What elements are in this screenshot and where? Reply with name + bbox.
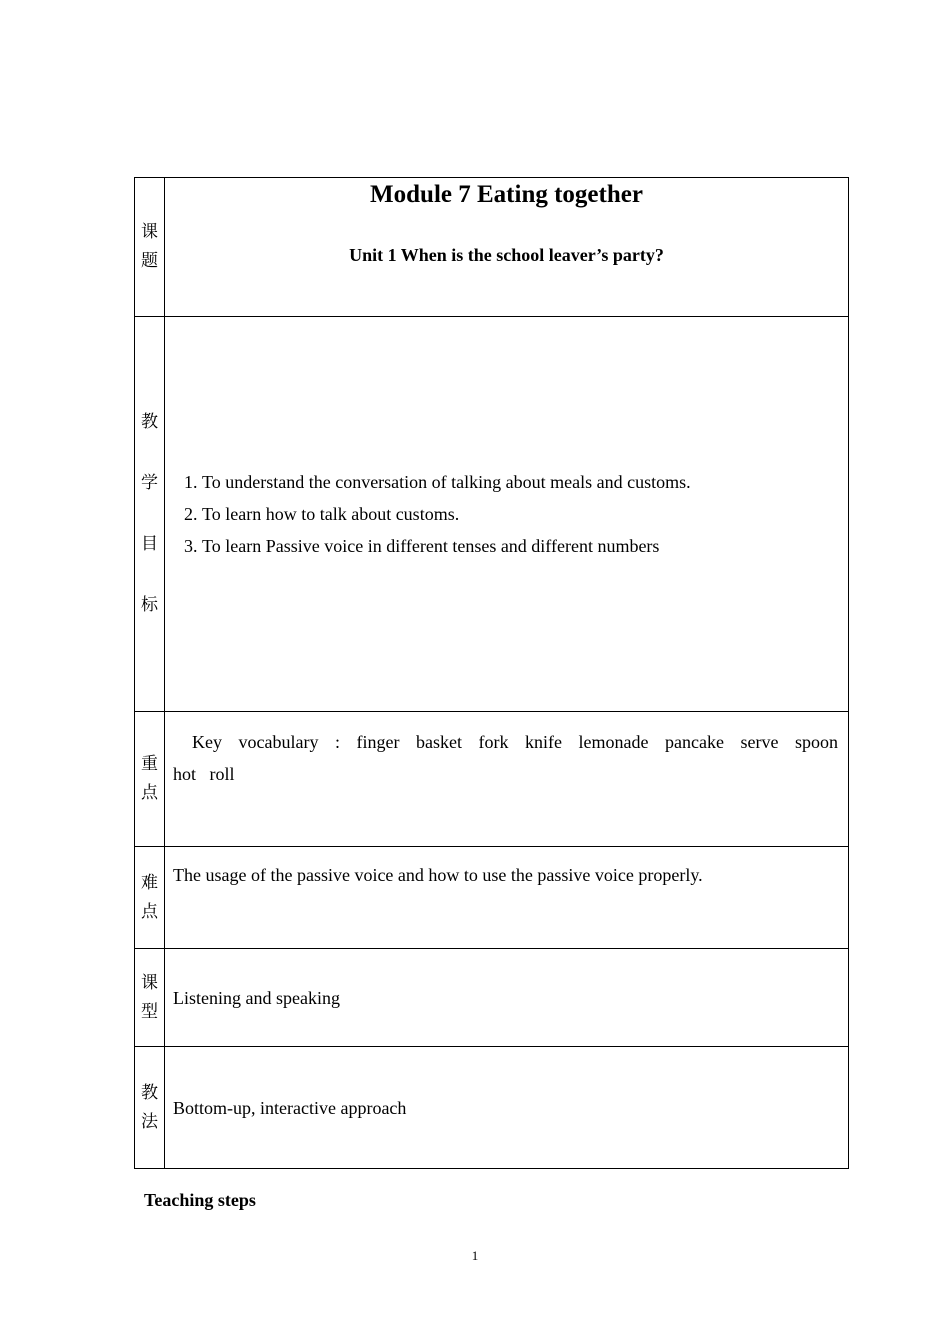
page-number: 1 xyxy=(471,1248,479,1263)
list-item: 3. To learn Passive voice in different tenses and different numbers xyxy=(202,530,848,562)
list-item: 2. To learn how to talk about customs. xyxy=(202,498,848,530)
key-points-label: 重 点 xyxy=(135,712,165,847)
objectives-row xyxy=(135,317,849,712)
method-row xyxy=(135,1047,849,1169)
lesson-type-row xyxy=(135,949,849,1047)
lesson-type-label: 课 型 xyxy=(135,949,165,1047)
difficulties-label: 难 点 xyxy=(135,847,165,949)
difficulties-text: The usage of the passive voice and how to use the passive voice properly. xyxy=(173,865,703,885)
key-points-cell xyxy=(165,712,849,847)
teaching-steps-heading: Teaching steps xyxy=(144,1190,256,1210)
topic-label: 课 题 xyxy=(135,178,165,317)
list-item: 1. To understand the conversation of talking about meals and customs. xyxy=(202,466,848,498)
title-cell xyxy=(165,178,849,317)
lesson-type-cell xyxy=(165,949,849,1047)
lesson-plan-table xyxy=(134,177,849,1169)
topic-row xyxy=(135,178,849,317)
key-vocabulary-text: Key vocabulary : finger basket fork knife lemonade pancake serve spoon hot roll xyxy=(173,732,838,784)
difficulties-cell xyxy=(165,847,849,949)
method-label: 教 法 xyxy=(135,1047,165,1169)
objectives-cell xyxy=(165,317,849,712)
module-title: Module 7 Eating together xyxy=(370,181,643,208)
unit-title: Unit 1 When is the school leaver’s party? xyxy=(349,245,664,265)
lesson-type-text: Listening and speaking xyxy=(173,987,340,1008)
difficulties-row xyxy=(135,847,849,949)
objectives-label: 教 学 目 标 xyxy=(135,317,165,712)
method-text: Bottom-up, interactive approach xyxy=(173,1097,407,1118)
method-cell xyxy=(165,1047,849,1169)
objectives-list xyxy=(182,466,848,562)
key-points-row xyxy=(135,712,849,847)
